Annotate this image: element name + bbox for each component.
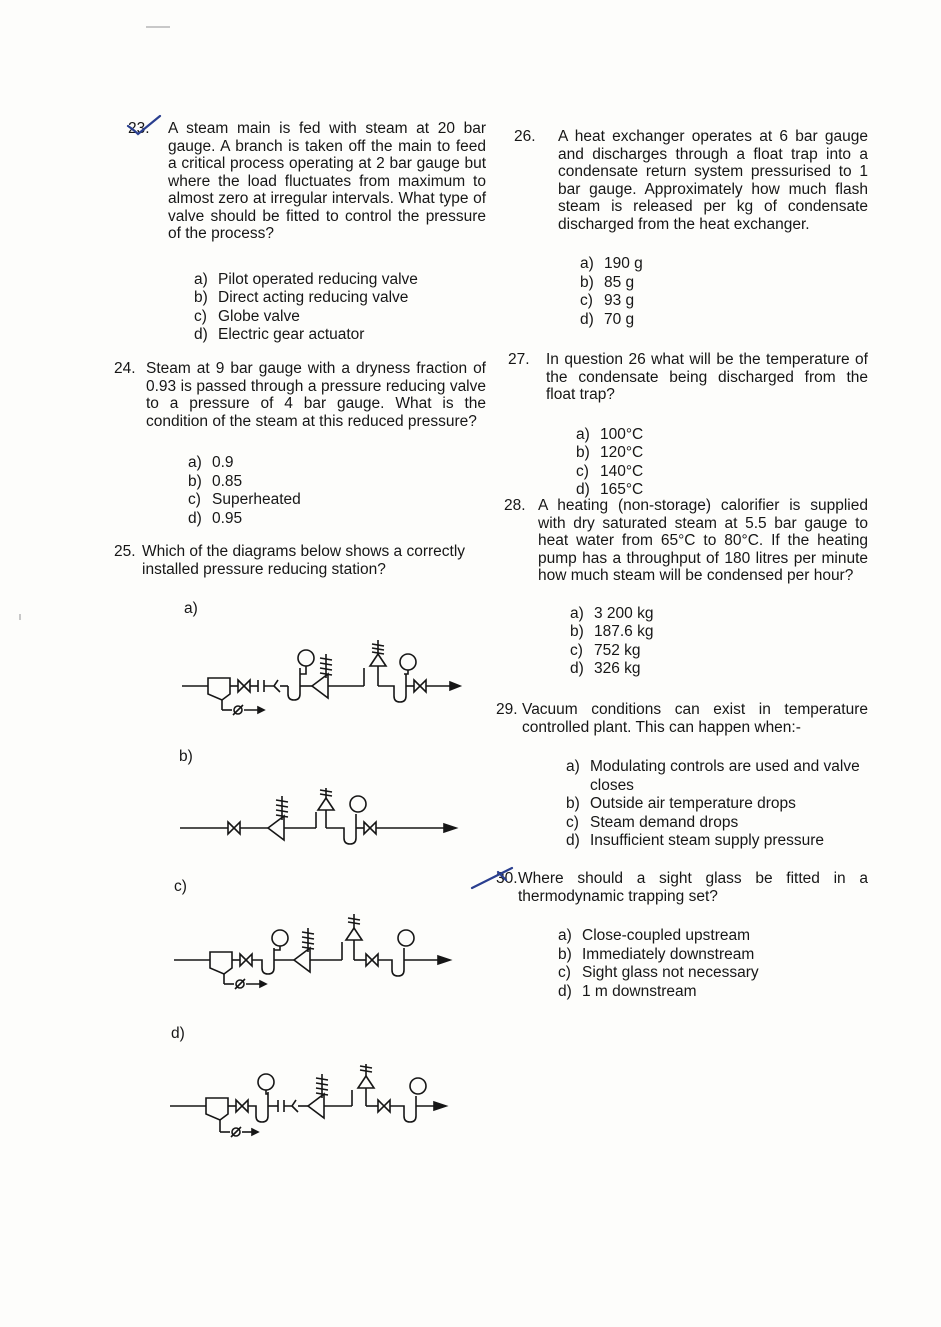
option-a[interactable] <box>566 758 868 795</box>
question-number: 23. <box>128 120 150 137</box>
option-letter: d) <box>188 509 202 527</box>
question-number: 27. <box>508 351 530 368</box>
options-list <box>194 271 486 345</box>
question-number: 25. <box>114 543 136 560</box>
option-letter: b) <box>580 273 594 291</box>
option-letter: c) <box>580 292 593 309</box>
option-d[interactable] <box>188 510 486 529</box>
question-27 <box>496 351 868 500</box>
option-letter: a) <box>566 758 580 775</box>
option-a[interactable] <box>570 605 868 624</box>
option-d[interactable] <box>194 326 486 345</box>
question-25 <box>114 543 486 578</box>
scan-speck <box>19 614 21 620</box>
option-a[interactable] <box>188 454 486 473</box>
question-text: Steam at 9 bar gauge with a dryness fraction of 0.93 is passed through a pressure reducing valve to a pressure of 4 bar gauge. What is the condition of the steam at this reduced pressure? <box>146 360 486 430</box>
question-number: 29. <box>496 701 518 718</box>
option-d[interactable] <box>570 660 868 679</box>
option-text: Sight glass not necessary <box>582 964 759 981</box>
pen-tick-mark-23 <box>124 112 164 138</box>
option-text: Close-coupled upstream <box>582 927 751 944</box>
options-list <box>576 426 868 500</box>
options-list <box>570 605 868 679</box>
option-letter: a) <box>188 454 202 471</box>
option-text: Steam demand drops <box>590 813 739 831</box>
option-letter: b) <box>566 795 580 812</box>
option-text: 3 200 kg <box>594 604 654 622</box>
option-c[interactable] <box>558 964 868 983</box>
question-text: Vacuum conditions can exist in temperature controlled plant. This can happen when:- <box>522 701 868 736</box>
question-23 <box>114 120 486 345</box>
diagram-label-c: c) <box>174 878 187 895</box>
option-d[interactable] <box>580 311 868 330</box>
option-text: Globe valve <box>218 307 300 325</box>
option-b[interactable] <box>566 795 868 814</box>
option-letter: a) <box>194 270 208 288</box>
question-number: 24. <box>114 360 136 377</box>
option-text: 70 g <box>604 310 635 328</box>
question-24 <box>114 360 486 528</box>
option-text: 120°C <box>600 444 644 461</box>
question-28 <box>496 497 868 679</box>
option-c[interactable] <box>576 463 868 482</box>
option-text: 0.85 <box>212 472 243 490</box>
option-text: Modulating controls are used and valve closes <box>590 758 860 794</box>
question-text: In question 26 what will be the temperature of the condensate being discharged from the float trap? <box>546 351 868 403</box>
option-letter: a) <box>576 425 590 443</box>
diagram-label-b: b) <box>179 748 193 765</box>
question-30 <box>496 870 868 1001</box>
option-letter: d) <box>570 660 584 677</box>
option-b[interactable] <box>570 623 868 642</box>
option-text: 93 g <box>604 292 635 309</box>
option-text: 187.6 kg <box>594 623 654 640</box>
options-list <box>566 758 868 851</box>
option-c[interactable] <box>188 491 486 510</box>
option-letter: b) <box>558 945 572 963</box>
option-d[interactable] <box>558 983 868 1002</box>
diagram-b[interactable] <box>176 784 466 854</box>
option-c[interactable] <box>566 814 868 833</box>
question-text: Which of the diagrams below shows a correctly installed pressure reducing station? <box>142 543 466 578</box>
pen-tick-mark-30 <box>468 862 516 892</box>
question-text: A heat exchanger operates at 6 bar gauge and discharges through a float trap into a condensate return system pressurised to 1 bar gauge. Approximately how much flash steam is released per kg of condensate discharged from the heat exchanger. <box>558 128 868 233</box>
options-list <box>188 454 486 528</box>
question-29 <box>496 701 868 851</box>
question-number: 26. <box>514 128 536 145</box>
option-text: Direct acting reducing valve <box>218 289 409 306</box>
option-letter: a) <box>580 255 594 272</box>
option-text: Superheated <box>212 491 301 508</box>
question-number: 28. <box>504 497 526 514</box>
option-text: Electric gear actuator <box>218 326 365 343</box>
option-b[interactable] <box>188 473 486 492</box>
option-letter: b) <box>576 444 590 461</box>
option-text: 752 kg <box>594 641 641 659</box>
option-b[interactable] <box>576 444 868 463</box>
question-number: 30. <box>496 870 518 887</box>
option-b[interactable] <box>558 946 868 965</box>
option-text: 0.9 <box>212 454 234 471</box>
option-text: 326 kg <box>594 660 641 677</box>
option-letter: c) <box>566 813 579 831</box>
option-b[interactable] <box>580 274 868 293</box>
diagram-d[interactable] <box>166 1060 456 1150</box>
question-text: A heating (non-storage) calorifier is supplied with dry saturated steam at 5.5 bar gauge to heat water from 65°C to 80°C. If the heating pump has a throughput of 180 litres per minute how much steam will be condensed per hour? <box>538 497 868 584</box>
diagram-c[interactable] <box>170 910 460 1000</box>
option-letter: d) <box>580 310 594 328</box>
option-letter: c) <box>558 964 571 981</box>
option-letter: b) <box>194 289 208 306</box>
option-text: Immediately downstream <box>582 945 755 963</box>
option-text: 165°C <box>600 481 644 498</box>
option-letter: d) <box>558 982 572 1000</box>
option-a[interactable] <box>194 271 486 290</box>
option-b[interactable] <box>194 289 486 308</box>
options-list <box>558 927 868 1001</box>
option-text: 1 m downstream <box>582 982 697 1000</box>
options-list <box>580 255 868 329</box>
option-a[interactable] <box>576 426 868 445</box>
option-text: Pilot operated reducing valve <box>218 270 418 288</box>
diagram-a[interactable] <box>178 630 468 720</box>
diagram-label-a: a) <box>184 600 198 617</box>
option-letter: a) <box>558 927 572 944</box>
question-26 <box>496 128 868 329</box>
option-letter: b) <box>570 623 584 640</box>
question-text: Where should a sight glass be fitted in a thermodynamic trapping set? <box>518 870 868 905</box>
option-c[interactable] <box>580 292 868 311</box>
option-letter: c) <box>570 641 583 659</box>
option-letter: c) <box>194 307 207 325</box>
option-letter: c) <box>188 491 201 508</box>
option-text: 100°C <box>600 425 644 443</box>
question-text: A steam main is fed with steam at 20 bar gauge. A branch is taken off the main to feed a critical process operating at 2 bar gauge but where the load fluctuates from maximum to almost zero at irregular intervals. What type of valve should be fitted to control the pressure of the process? <box>168 120 486 242</box>
option-text: 85 g <box>604 273 635 291</box>
option-letter: c) <box>576 462 589 480</box>
scan-speck <box>146 26 170 28</box>
diagram-label-d: d) <box>171 1025 185 1042</box>
option-text: 140°C <box>600 462 644 480</box>
option-d[interactable] <box>566 832 868 851</box>
option-text: 190 g <box>604 255 643 272</box>
option-letter: d) <box>194 326 208 343</box>
option-a[interactable] <box>580 255 868 274</box>
option-letter: b) <box>188 472 202 490</box>
option-c[interactable] <box>570 642 868 661</box>
option-text: 0.95 <box>212 509 243 527</box>
option-text: Insufficient steam supply pressure <box>590 832 825 849</box>
option-letter: d) <box>566 832 580 849</box>
option-a[interactable] <box>558 927 868 946</box>
option-letter: d) <box>576 481 590 498</box>
option-text: Outside air temperature drops <box>590 795 796 812</box>
option-letter: a) <box>570 604 584 622</box>
option-c[interactable] <box>194 308 486 327</box>
